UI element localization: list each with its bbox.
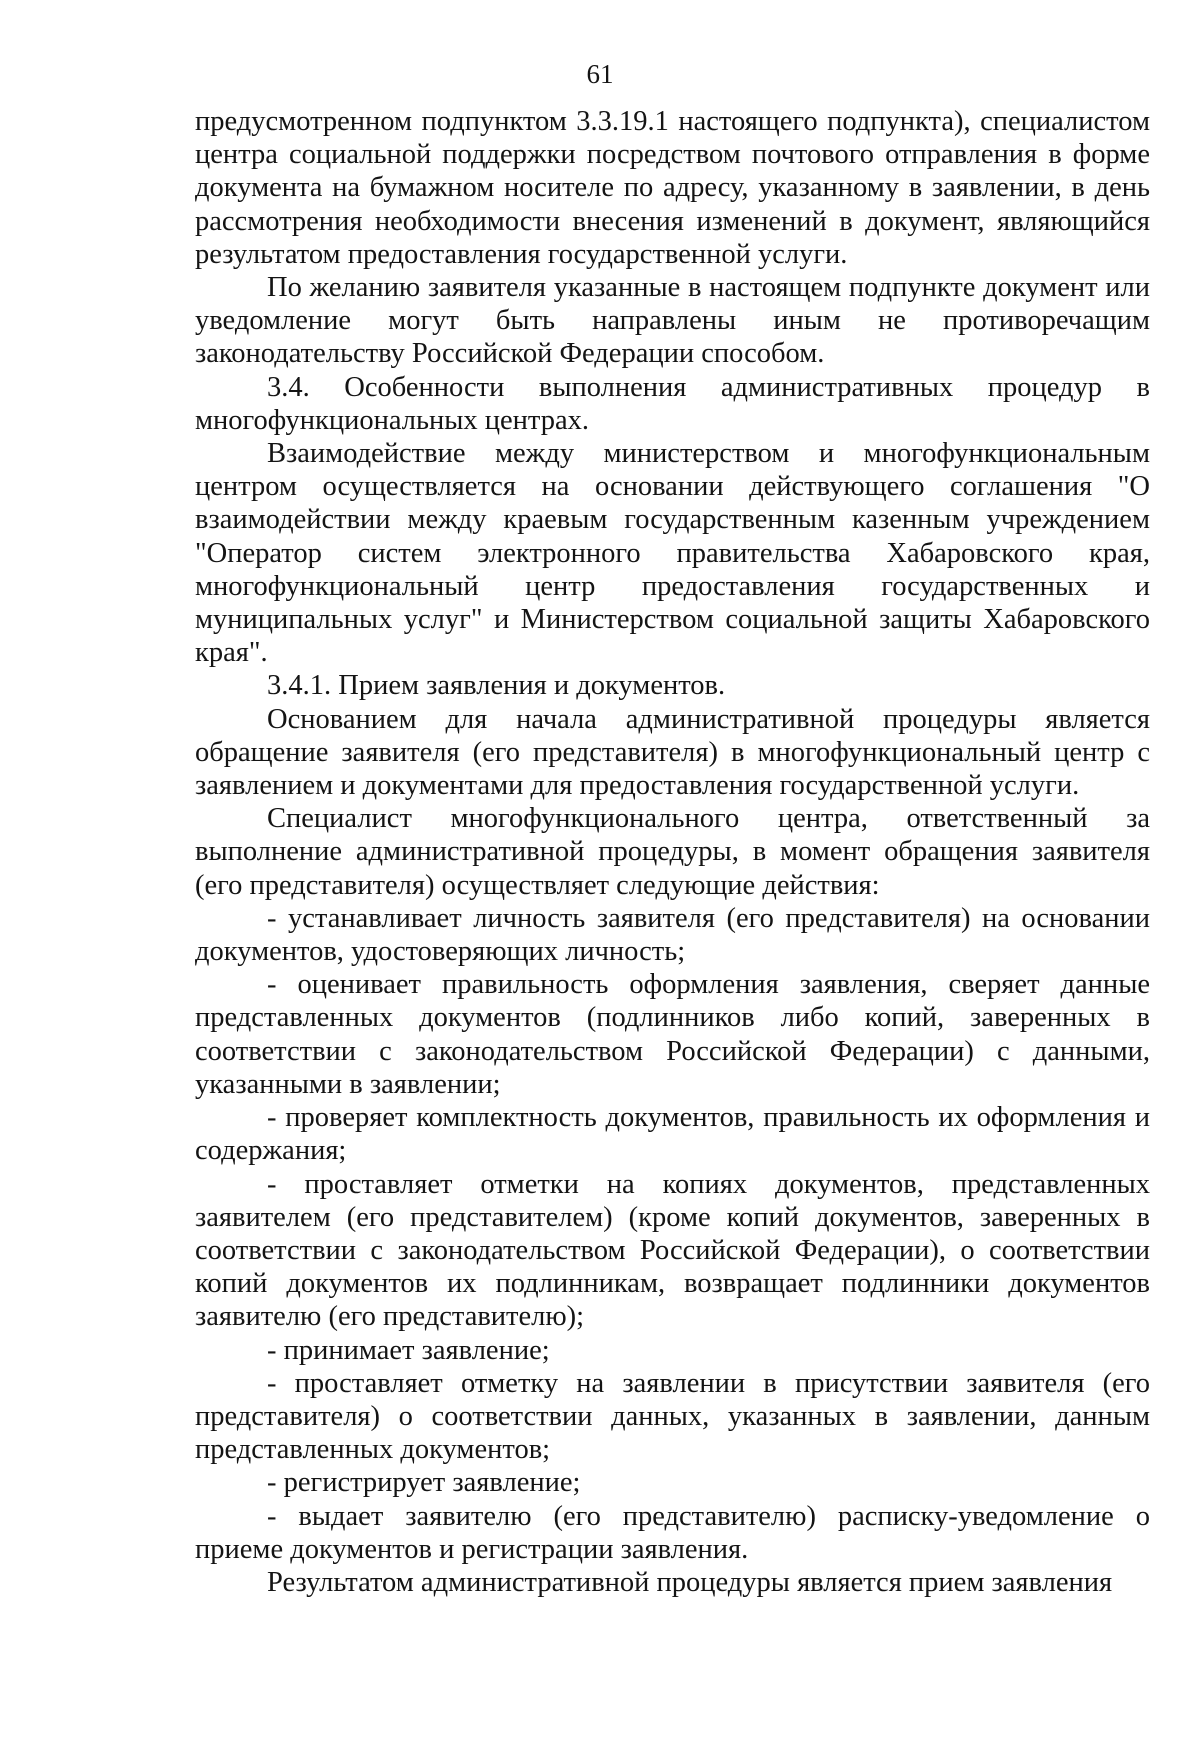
paragraph: Специалист многофункционального центра, ответственный за выполнение административной процедуры, в момент обращения заявителя (его представителя) осуществляет следующие действия:: [195, 803, 1150, 901]
document-body: [195, 105, 1150, 1599]
paragraph: Взаимодействие между министерством и многофункциональным центром осуществляется на основании действующего соглашения "О взаимодействии между краевым государственным казенным учреждением "Оператор систем электронного правительства Хабаровского края, многофункциональный центр предоставления государственных и муниципальных услуг" и Министерством социальной защиты Хабаровского края".: [195, 438, 1150, 669]
subsection-heading: 3.4.1. Прием заявления и документов.: [267, 670, 726, 702]
paragraph: Основанием для начала административной процедуры является обращение заявителя (его представителя) в многофункциональный центр с заявлением и документами для предоставления государственной услуги.: [195, 703, 1150, 802]
list-item: - регистрирует заявление;: [267, 1467, 581, 1499]
list-item: - проставляет отметки на копиях документов, представленных заявителем (его представителем) (кроме копий документов, заверенных в соответствии с законодательством Российской Федерации), о соответствии копий документов их подлинникам, возвращает подлинники документов заявителю (его представителю);: [195, 1168, 1150, 1333]
page-number: 61: [586, 59, 614, 89]
paragraph-continuation: предусмотренном подпунктом 3.3.19.1 настоящего подпункта), специалистом центра социальной поддержки посредством почтового отправления в форме документа на бумажном носителе по адресу, указанному в заявлении, в день рассмотрения необходимости внесения изменений в документ, являющийся результатом предоставления государственной услуги.: [195, 106, 1150, 270]
paragraph: По желанию заявителя указанные в настоящем подпункте документ или уведомление могут быть направлены иным не противоречащим законодательству Российской Федерации способом.: [195, 272, 1150, 370]
list-item: - проставляет отметку на заявлении в присутствии заявителя (его представителя) о соответствии данных, указанных в заявлении, данным представленных документов;: [195, 1367, 1150, 1466]
paragraph: Результатом административной процедуры является прием заявления: [267, 1566, 1113, 1598]
section-heading: 3.4. Особенности выполнения административных процедур в многофункциональных центрах.: [195, 371, 1150, 436]
list-item: - проверяет комплектность документов, правильность их оформления и содержания;: [195, 1102, 1150, 1167]
list-item: - выдает заявителю (его представителю) расписку-уведомление о приеме документов и регистрации заявления.: [195, 1500, 1150, 1565]
list-item: - устанавливает личность заявителя (его представителя) на основании документов, удостоверяющих личность;: [195, 902, 1150, 968]
list-item: - оценивает правильность оформления заявления, сверяет данные представленных документов (подлинников либо копий, заверенных в соответствии с законодательством Российской Федерации) с данными, указанными в заявлении;: [195, 969, 1150, 1100]
list-item: - принимает заявление;: [267, 1334, 550, 1366]
